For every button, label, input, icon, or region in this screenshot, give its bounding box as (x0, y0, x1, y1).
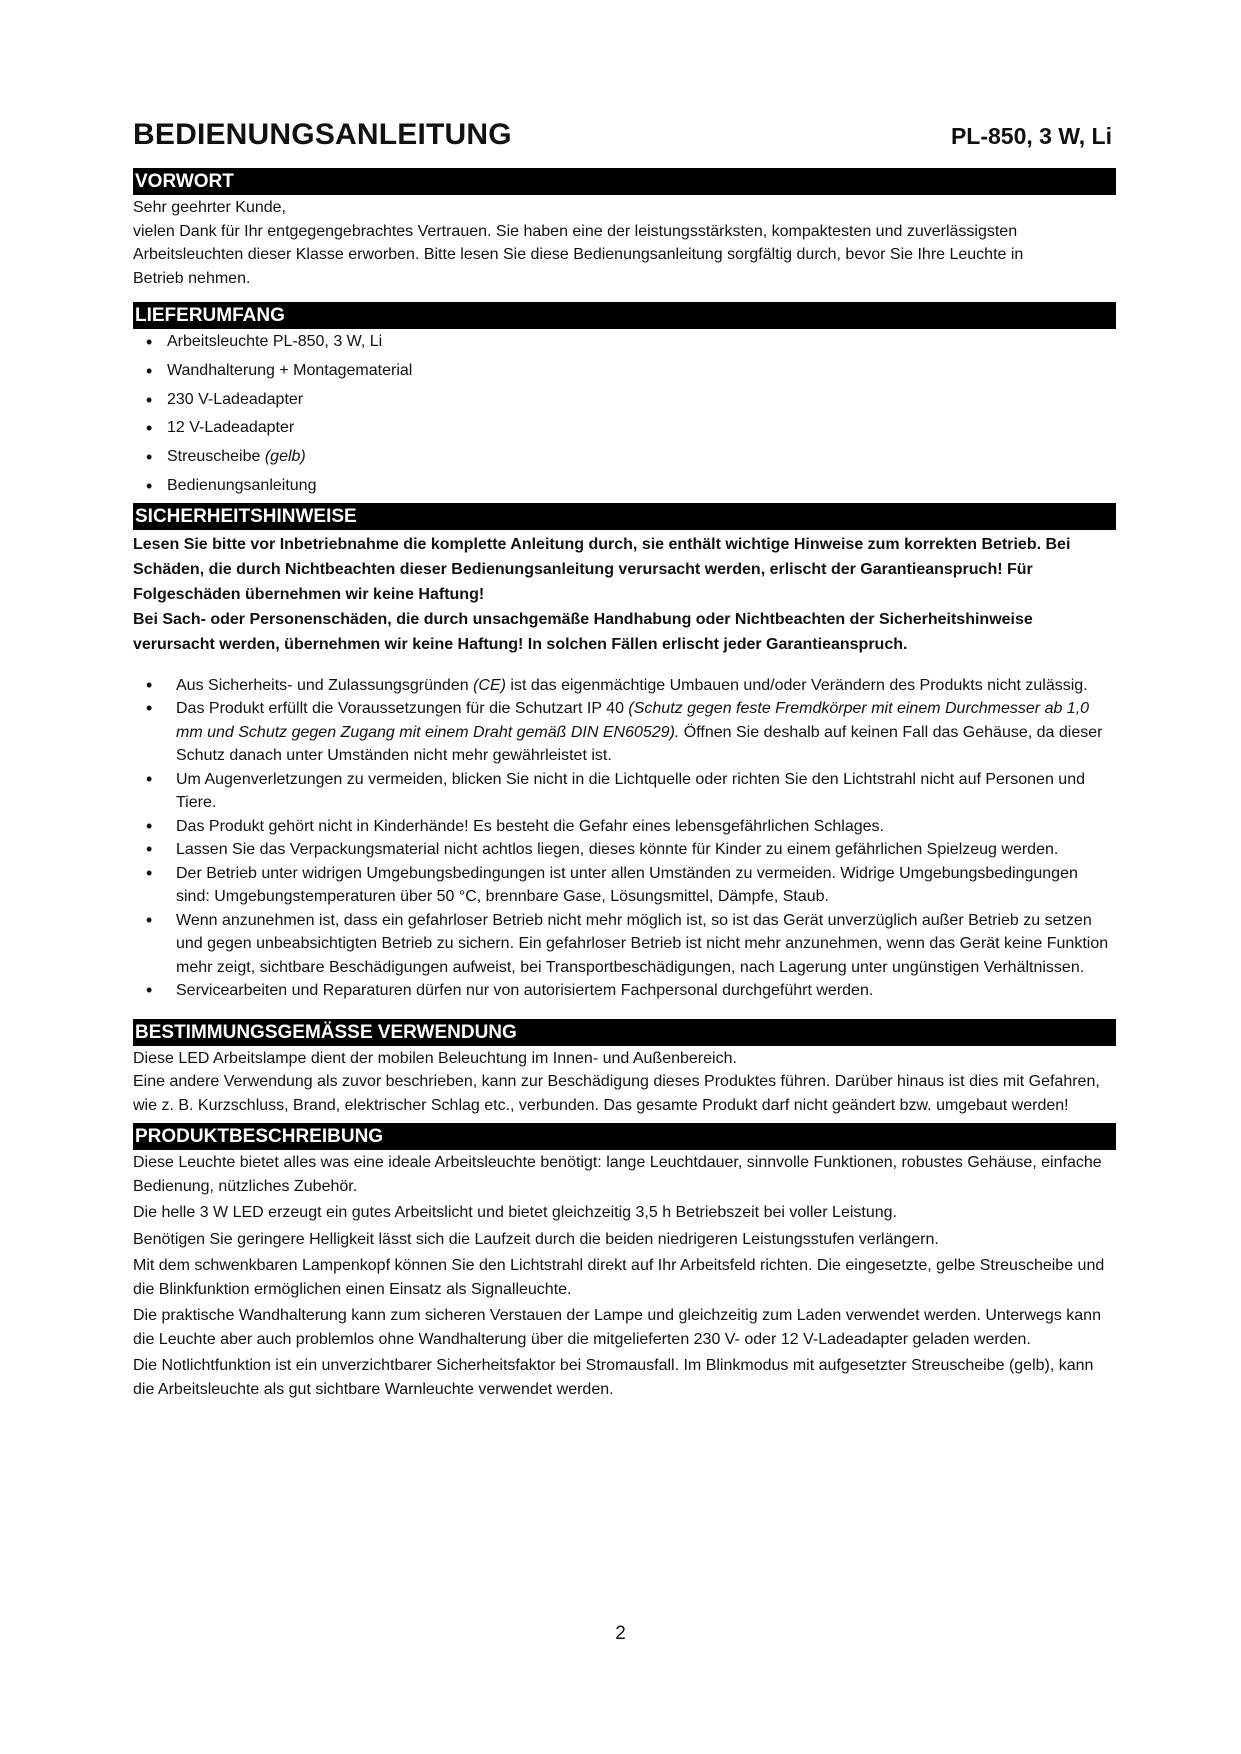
list-item: • Arbeitsleuchte PL-850, 3 W, Li (146, 328, 1116, 357)
delivery-list (133, 328, 1116, 501)
safety-intro-1: Lesen Sie bitte vor Inbetriebnahme die komplette Anleitung durch, sie enthält wichtige Hinweise zum korrekten Betrieb. Bei Schäden, die durch Nichtbeachten dieser Bedienungsanleitung verursacht werden, erlischt der Garantieanspruch! Für Folgeschäden übernehmen wir keine Haftung! (133, 535, 1071, 603)
list-item: • 12 V-Ladeadapter (146, 414, 1116, 443)
usage-paragraph-1: Diese LED Arbeitslampe dient der mobilen Beleuchtung im Innen- und Außenbereich. (133, 1049, 737, 1067)
title-row (133, 118, 1116, 166)
section-heading-sicherheitshinweise: SICHERHEITSHINWEISE (133, 503, 1116, 530)
list-item: • Das Produkt gehört nicht in Kinderhände! Es besteht die Gefahr eines lebensgefährlichen Schlages. (133, 815, 1116, 839)
list-item: • Lassen Sie das Verpackungsmaterial nicht achtlos liegen, dieses könnte für Kinder zu einem gefährlichen Spielzeug werden. (133, 838, 1116, 862)
section-heading-verwendung: BESTIMMUNGSGEMÄSSE VERWENDUNG (133, 1019, 1116, 1046)
product-paragraph-2: Die helle 3 W LED erzeugt ein gutes Arbeitslicht und bietet gleichzeitig 3,5 h Betriebszeit bei voller Leistung. (133, 1204, 897, 1222)
vorwort-body: vielen Dank für Ihr entgegengebrachtes Vertrauen. Sie haben eine der leistungsstärksten, kompaktesten und zuverlässigsten Arbeitsleuchten dieser Klasse erworben. Bitte lesen Sie diese Bedienungsanleitung sorgfältig durch, bevor Sie Ihre Leuchte in Betrieb nehmen. (133, 222, 1024, 287)
vorwort-greeting: Sehr geehrter Kunde, (133, 199, 286, 216)
safety-list (133, 674, 1116, 1003)
document-title: BEDIENUNGSANLEITUNG (133, 118, 512, 151)
section-heading-lieferumfang: LIEFERUMFANG (133, 302, 1116, 329)
list-item: • Wenn anzunehmen ist, dass ein gefahrloser Betrieb nicht mehr möglich ist, so ist das Gerät unverzüglich außer Betrieb zu setzen und gegen unbeabsichtigten Betrieb zu sichern. Ein gefahrloser Betrieb ist nicht mehr anzunehmen, wenn das Gerät keine Funktion mehr zeigt, sichtbare Beschädigungen aufweist, bei Transportbeschädigungen, nach Lagerung unter ungünstigen Verhältnissen. (133, 909, 1116, 980)
model-label: PL-850, 3 W, Li (950, 123, 1112, 149)
list-item: • Um Augenverletzungen zu vermeiden, blicken Sie nicht in die Lichtquelle oder richten Sie den Lichtstrahl nicht auf Personen und Tiere. (133, 768, 1116, 815)
section-heading-produktbeschreibung: PRODUKTBESCHREIBUNG (133, 1123, 1116, 1150)
product-paragraph-6: Die Notlichtfunktion ist ein unverzichtbarer Sicherheitsfaktor bei Stromausfall. Im Blinkmodus mit aufgesetzter Streuscheibe (gelb), kann die Arbeitsleuchte als gut sichtbare Warnleuchte verwendet werden. (133, 1357, 1094, 1398)
product-paragraph-4: Mit dem schwenkbaren Lampenkopf können Sie den Lichtstrahl direkt auf Ihr Arbeitsfeld richten. Die eingesetzte, gelbe Streuscheibe und die Blinkfunktion ermöglichen einen Einsatz als Signalleuchte. (133, 1257, 1105, 1298)
list-item: • 230 V-Ladeadapter (146, 386, 1116, 415)
list-item: • Wandhalterung + Montagematerial (146, 357, 1116, 386)
usage-paragraph-2: Eine andere Verwendung als zuvor beschrieben, kann zur Beschädigung dieses Produktes führen. Darüber hinaus ist dies mit Gefahren, wie z. B. Kurzschluss, Brand, elektrischer Schlag etc., verbunden. Das gesamte Produkt darf nicht geändert bzw. umgebaut werden! (133, 1073, 1100, 1114)
list-item: • Der Betrieb unter widrigen Umgebungsbedingungen ist unter allen Umständen zu vermeiden. Widrige Umgebungsbedingungen sind: Umgebungstemperaturen über 50 °C, brennbare Gase, Lösungsmittel, Dämpfe, Staub. (133, 862, 1116, 909)
safety-intro-2: Bei Sach- oder Personenschäden, die durch unsachgemäße Handhabung oder Nichtbeachten der Sicherheitshinweise verursacht werden, übernehmen wir keine Haftung! In solchen Fällen erlischt jeder Garantieanspruch. (133, 610, 1033, 653)
product-paragraph-3: Benötigen Sie geringere Helligkeit lässt sich die Laufzeit durch die beiden niedrigeren Leistungsstufen verlängern. (133, 1230, 939, 1248)
list-item: • Bedienungsanleitung (146, 472, 1116, 501)
section-heading-vorwort: VORWORT (133, 168, 1116, 195)
product-paragraph-5: Die praktische Wandhalterung kann zum sicheren Verstauen der Lampe und gleichzeitig zum Laden verwendet werden. Unterwegs kann die Leuchte aber auch problemlos ohne Wandhalterung über die mitgelieferten 230 V- oder 12 V-Ladeadapter geladen werden. (133, 1307, 1101, 1348)
product-paragraph-1: Diese Leuchte bietet alles was eine ideale Arbeitsleuchte benötigt: lange Leuchtdauer, sinnvolle Funktionen, robustes Gehäuse, einfache Bedienung, nützliches Zubehör. (133, 1154, 1102, 1195)
list-item: • Servicearbeiten und Reparaturen dürfen nur von autorisiertem Fachpersonal durchgeführt werden. (133, 979, 1116, 1003)
page-content (133, 118, 1116, 1404)
page-number: 2 (615, 1623, 626, 1644)
list-item: • Streuscheibe (gelb) (146, 443, 1116, 472)
list-item: • Das Produkt erfüllt die Voraussetzungen für die Schutzart IP 40 (Schutz gegen feste Fremdkörper mit einem Durchmesser ab 1,0 mm und Schutz gegen Zugang mit einem Draht gemäß DIN EN60529). Öffnen Sie deshalb auf keinen Fall das Gehäuse, da dieser Schutz danach unter Umständen nicht mehr gewährleistet ist. (133, 697, 1116, 768)
list-item: • Aus Sicherheits- und Zulassungsgründen (CE) ist das eigenmächtige Umbauen und/oder Verändern des Produkts nicht zulässig. (133, 674, 1116, 698)
